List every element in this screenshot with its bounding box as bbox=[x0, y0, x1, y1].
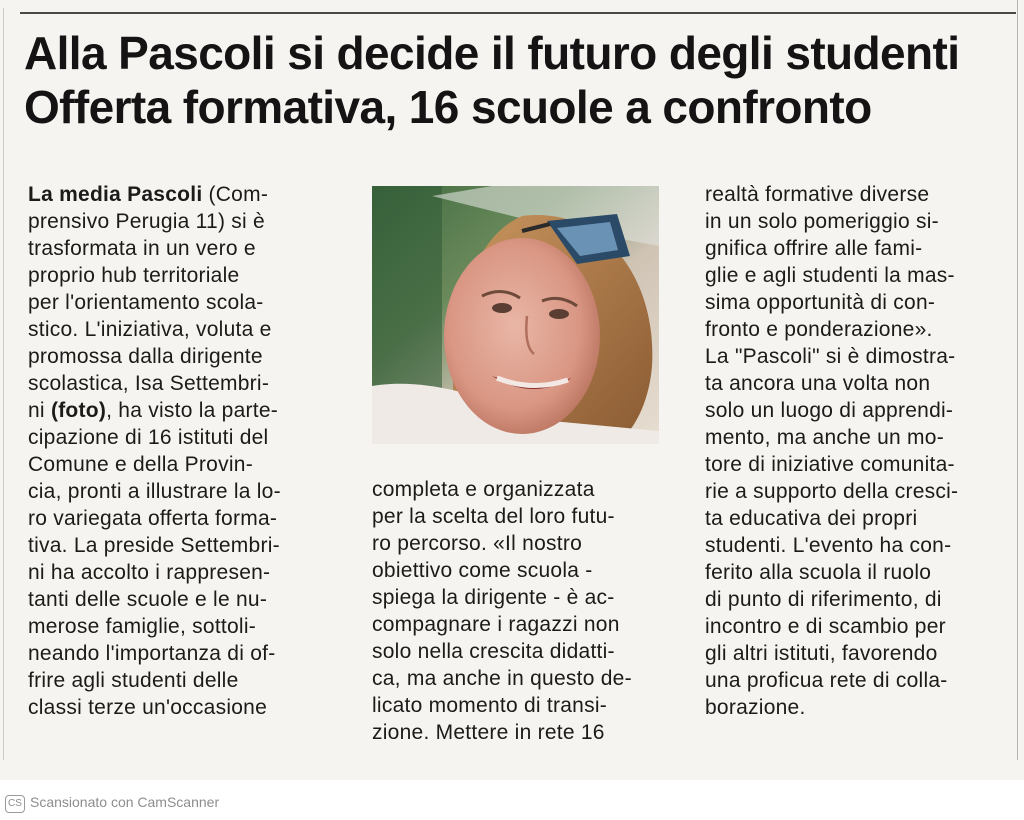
top-rule bbox=[20, 12, 1016, 14]
text-line: gli altri istituti, favorendo bbox=[705, 642, 938, 665]
text-line bbox=[28, 181, 348, 208]
article-column-2 bbox=[372, 476, 662, 746]
text-line: stico. L'iniziativa, voluta e bbox=[28, 318, 272, 341]
text-line: ta ancora una volta non bbox=[705, 372, 931, 395]
text-line: tore di iniziative comunita- bbox=[705, 453, 955, 476]
text-line: incontro e di scambio per bbox=[705, 615, 946, 638]
text-line-part: , ha visto la parte- bbox=[106, 399, 279, 422]
text-line: classi terze un'occasione bbox=[28, 696, 268, 719]
text-line: in un solo pomeriggio si- bbox=[705, 210, 939, 233]
article-column-3 bbox=[705, 181, 1000, 721]
text-line: obiettivo come scuola - bbox=[372, 559, 593, 582]
camscanner-logo-icon: CS bbox=[5, 795, 25, 813]
text-line: di punto di riferimento, di bbox=[705, 588, 942, 611]
text-line: una proficua rete di colla- bbox=[705, 669, 948, 692]
text-line: merose famiglie, sottoli- bbox=[28, 615, 256, 638]
article-lead: La media Pascoli bbox=[28, 183, 203, 206]
text-line: tiva. La preside Settembri- bbox=[28, 534, 280, 557]
text-line: neando l'importanza di of- bbox=[28, 642, 276, 665]
portrait-illustration bbox=[372, 186, 659, 444]
text-line: rie a supporto della cresci- bbox=[705, 480, 959, 503]
text-line: ro variegata offerta forma- bbox=[28, 507, 278, 530]
text-line: La "Pascoli" si è dimostra- bbox=[705, 345, 956, 368]
text-line: studenti. L'evento ha con- bbox=[705, 534, 952, 557]
text-line: scolastica, Isa Settembri- bbox=[28, 372, 270, 395]
text-line: promossa dalla dirigente bbox=[28, 345, 263, 368]
headline bbox=[24, 26, 1014, 134]
text-line: spiega la dirigente - è ac- bbox=[372, 586, 615, 609]
text-line: tanti delle scuole e le nu- bbox=[28, 588, 268, 611]
text-line: gnifica offrire alle fami- bbox=[705, 237, 923, 260]
text-line: prensivo Perugia 11) si è bbox=[28, 210, 265, 233]
headline-line-2: Offerta formativa, 16 scuole a confronto bbox=[24, 81, 872, 133]
text-line: cipazione di 16 istituti del bbox=[28, 426, 269, 449]
text-line: ro percorso. «Il nostro bbox=[372, 532, 583, 555]
text-line: cia, pronti a illustrare la lo- bbox=[28, 480, 281, 503]
text-line: solo un luogo di apprendi- bbox=[705, 399, 954, 422]
text-line: ni ha accolto i rappresen- bbox=[28, 561, 271, 584]
foto-reference: (foto) bbox=[50, 399, 107, 422]
text-line: zione. Mettere in rete 16 bbox=[372, 721, 605, 744]
text-line: compagnare i ragazzi non bbox=[372, 613, 620, 636]
text-line-part: (Com- bbox=[202, 183, 269, 206]
text-line: realtà formative diverse bbox=[705, 183, 930, 206]
scan-edge-left bbox=[3, 8, 4, 760]
text-line: completa e organizzata bbox=[372, 478, 595, 501]
headline-line-1: Alla Pascoli si decide il futuro degli studenti bbox=[24, 27, 960, 79]
text-line: trasformata in un vero e bbox=[28, 237, 256, 260]
article-column-1 bbox=[28, 181, 348, 721]
text-line: fronto e ponderazione». bbox=[705, 318, 933, 341]
text-line: glie e agli studenti la mas- bbox=[705, 264, 955, 287]
text-line: mento, ma anche un mo- bbox=[705, 426, 944, 449]
camscanner-watermark: Scansionato con CamScanner bbox=[30, 794, 220, 810]
text-line: ca, ma anche in questo de- bbox=[372, 667, 632, 690]
text-line: ferito alla scuola il ruolo bbox=[705, 561, 932, 584]
text-line: proprio hub territoriale bbox=[28, 264, 240, 287]
text-line: Comune e della Provin- bbox=[28, 453, 253, 476]
text-line: licato momento di transi- bbox=[372, 694, 608, 717]
text-line: borazione. bbox=[705, 696, 806, 719]
text-line-part: ni bbox=[28, 399, 51, 422]
text-line: ta educativa dei propri bbox=[705, 507, 918, 530]
text-line: per l'orientamento scola- bbox=[28, 291, 264, 314]
portrait-photo bbox=[372, 186, 659, 444]
text-line: solo nella crescita didatti- bbox=[372, 640, 615, 663]
text-line: sima opportunità di con- bbox=[705, 291, 936, 314]
text-line: per la scelta del loro futu- bbox=[372, 505, 615, 528]
scan-edge-right bbox=[1017, 0, 1018, 760]
text-line: frire agli studenti delle bbox=[28, 669, 239, 692]
text-line bbox=[28, 397, 348, 424]
